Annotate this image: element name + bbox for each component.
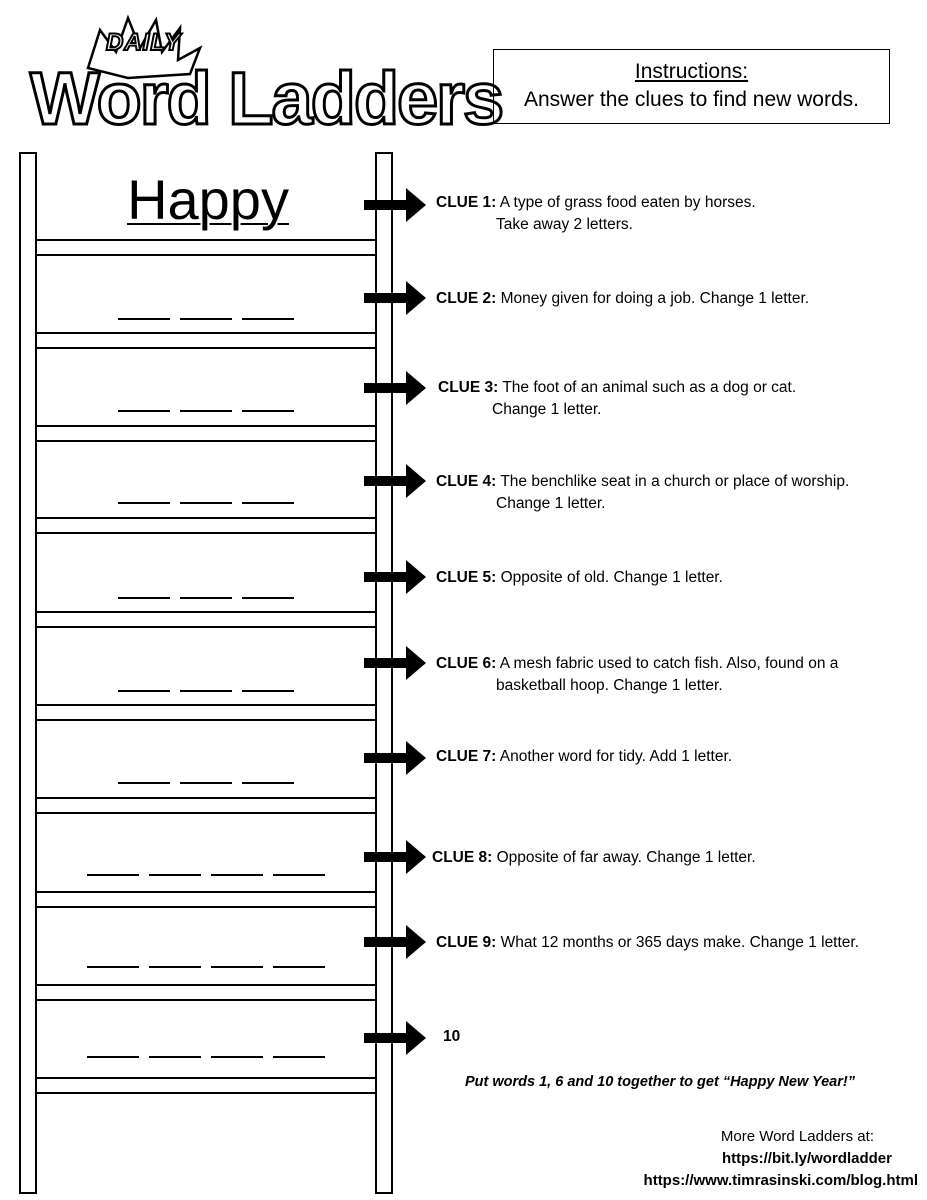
ladder-rung (36, 333, 376, 348)
answer-blanks-5[interactable] (36, 690, 376, 692)
answer-blanks-6[interactable] (36, 782, 376, 784)
letter-blank[interactable] (149, 874, 201, 876)
letter-blank[interactable] (87, 874, 139, 876)
arrow-icon (364, 741, 426, 775)
ladder-rung (36, 705, 376, 720)
letter-blank[interactable] (118, 597, 170, 599)
clue-label: CLUE 1: (436, 194, 497, 211)
answer-blanks-9[interactable] (36, 1056, 376, 1058)
letter-blank[interactable] (273, 966, 325, 968)
more-heading: More Word Ladders at: (720, 1128, 874, 1145)
start-word: Happy (127, 168, 289, 231)
clue-text-cont: Change 1 letter. (492, 401, 602, 418)
clue-text-cont: Take away 2 letters. (496, 216, 633, 233)
arrow-icon (364, 560, 426, 594)
clue-text: A mesh fabric used to catch fish. Also, found on a (499, 655, 839, 672)
clue-text: Opposite of far away. Change 1 letter. (496, 849, 756, 866)
letter-blank[interactable] (87, 966, 139, 968)
ladder-rung (36, 798, 376, 813)
clue-text: Money given for doing a job. Change 1 letter. (500, 290, 810, 307)
instructions-title: Instructions: (634, 60, 749, 83)
ladder-rung (36, 426, 376, 441)
letter-blank[interactable] (242, 502, 294, 504)
clue-label: CLUE 7: (436, 748, 497, 765)
answer-blanks-2[interactable] (36, 410, 376, 412)
ladder-left-rail (20, 153, 36, 1193)
ladder-rung (36, 612, 376, 627)
arrow-icon (364, 925, 426, 959)
letter-blank[interactable] (242, 318, 294, 320)
letter-blank[interactable] (149, 966, 201, 968)
clue-7 (436, 746, 916, 768)
ladder-rung (36, 892, 376, 907)
letter-blank[interactable] (180, 690, 232, 692)
letter-blank[interactable] (118, 318, 170, 320)
letter-blank[interactable] (273, 874, 325, 876)
clue-text: The foot of an animal such as a dog or cat. (502, 379, 797, 396)
answer-blanks-8[interactable] (36, 966, 376, 968)
clue-label: CLUE 6: (436, 655, 497, 672)
letter-blank[interactable] (180, 782, 232, 784)
ladder-rung (36, 985, 376, 1000)
arrow-icon (364, 464, 426, 498)
letter-blank[interactable] (242, 690, 294, 692)
letter-blank[interactable] (149, 1056, 201, 1058)
clue-label: CLUE 9: (436, 934, 497, 951)
letter-blank[interactable] (242, 410, 294, 412)
clue-6 (436, 653, 916, 697)
clue-label: CLUE 3: (438, 379, 499, 396)
letter-blank[interactable] (118, 782, 170, 784)
clue-label: CLUE 2: (436, 290, 497, 307)
letter-blank[interactable] (180, 597, 232, 599)
arrow-icon (364, 371, 426, 405)
letter-blank[interactable] (180, 410, 232, 412)
clue-8 (432, 847, 912, 869)
clue-text-cont: Change 1 letter. (496, 495, 606, 512)
more-link-blog[interactable]: https://www.timrasinski.com/blog.html (643, 1172, 918, 1189)
clue-text-cont: basketball hoop. Change 1 letter. (496, 677, 723, 694)
clue-text: Another word for tidy. Add 1 letter. (499, 748, 733, 765)
instructions-text: Answer the clues to find new words. (524, 88, 859, 111)
arrow-icon (364, 646, 426, 680)
clue-label: CLUE 5: (436, 569, 497, 586)
clue-10-label: 10 (443, 1028, 461, 1045)
clue-text: Opposite of old. Change 1 letter. (500, 569, 723, 586)
clue-3 (438, 377, 918, 421)
letter-blank[interactable] (118, 690, 170, 692)
letter-blank[interactable] (87, 1056, 139, 1058)
letter-blank[interactable] (242, 782, 294, 784)
clue-label: CLUE 8: (432, 849, 493, 866)
arrow-icon (364, 281, 426, 315)
more-word-ladders (560, 1126, 920, 1192)
answer-blanks-3[interactable] (36, 502, 376, 504)
letter-blank[interactable] (118, 410, 170, 412)
letter-blank[interactable] (180, 502, 232, 504)
ladder-rung (36, 1078, 376, 1093)
letter-blank[interactable] (180, 318, 232, 320)
letter-blank[interactable] (273, 1056, 325, 1058)
final-instruction: Put words 1, 6 and 10 together to get “Happy New Year!” (465, 1074, 855, 1090)
answer-blanks-4[interactable] (36, 597, 376, 599)
letter-blank[interactable] (211, 1056, 263, 1058)
clue-text: A type of grass food eaten by horses. (499, 194, 756, 211)
ladder-rung (36, 518, 376, 533)
letter-blank[interactable] (242, 597, 294, 599)
logo-daily-text: DAILY (106, 29, 182, 56)
clue-9 (436, 932, 916, 954)
ladder-rung (36, 240, 376, 255)
clue-text: The benchlike seat in a church or place of worship. (500, 473, 850, 490)
arrow-icon (364, 1021, 426, 1055)
letter-blank[interactable] (211, 874, 263, 876)
clue-4 (436, 471, 916, 515)
clue-label: CLUE 4: (436, 473, 497, 490)
answer-blanks-1[interactable] (36, 318, 376, 320)
clue-5 (436, 567, 916, 589)
clue-1 (436, 192, 916, 236)
arrow-icon (364, 840, 426, 874)
letter-blank[interactable] (211, 966, 263, 968)
logo-word-ladders-text: Word Ladders (30, 57, 503, 140)
clue-2 (436, 288, 916, 310)
more-link-bitly[interactable]: https://bit.ly/wordladder (721, 1150, 892, 1167)
clue-text: What 12 months or 365 days make. Change 1 letter. (500, 934, 860, 951)
letter-blank[interactable] (118, 502, 170, 504)
answer-blanks-7[interactable] (36, 874, 376, 876)
